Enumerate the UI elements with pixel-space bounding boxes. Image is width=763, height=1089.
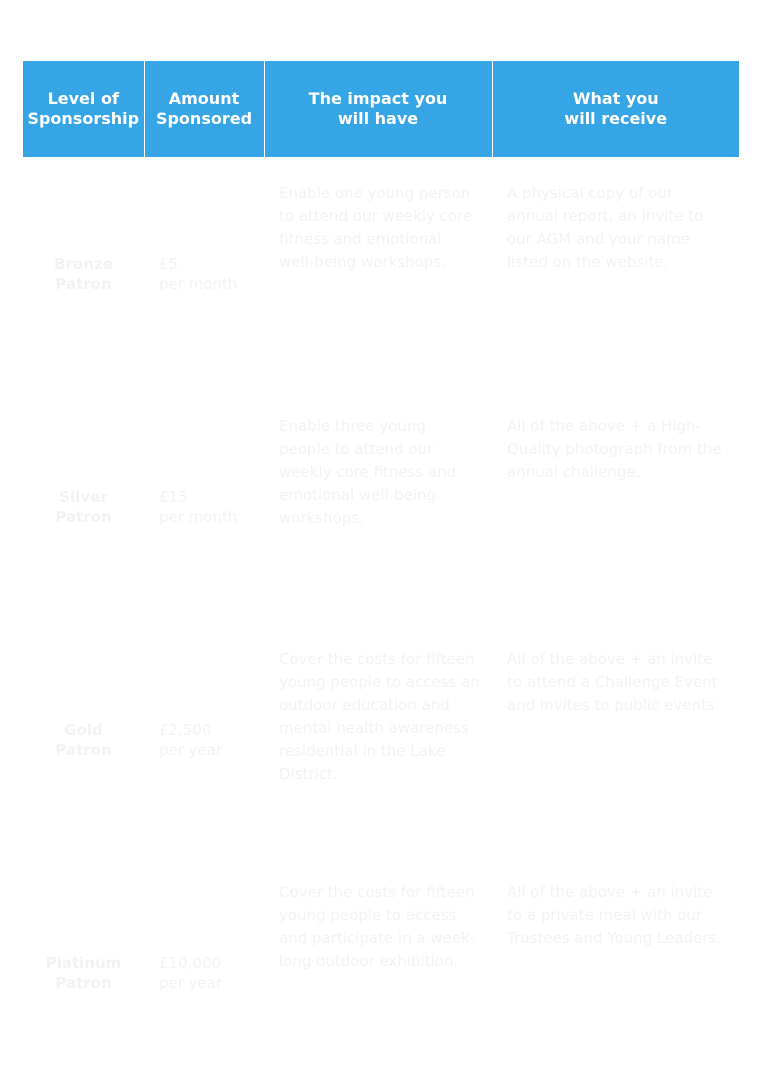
- amount-cell: £2,500 per year: [159, 720, 223, 759]
- table-body: [23, 157, 739, 1089]
- impact-cell: Enable one young person to attend our weekly core fitness and emotional well-being workshops.: [279, 184, 473, 271]
- sponsorship-table: [23, 61, 739, 1089]
- amount-cell: £5 per month: [159, 254, 238, 293]
- amount-cell: £15 per month: [159, 487, 238, 526]
- receive-cell: A physical copy of our annual report, an invite to our AGM and your name listed on the website.: [507, 184, 704, 271]
- table-row: [23, 856, 739, 1089]
- impact-cell: Enable three young people to attend our weekly core fitness and emotional well-being workshops.: [279, 417, 457, 527]
- header-impact: The impact you will have: [264, 61, 492, 157]
- receive-cell: All of the above + a High-Quality photograph from the annual challenge.: [507, 417, 722, 481]
- table-row: [23, 390, 739, 623]
- header-amount: Amount Sponsored: [144, 61, 264, 157]
- amount-cell: £10,000 per year: [159, 953, 223, 992]
- table-row: [23, 157, 739, 390]
- receive-cell: All of the above + an invite to a private meal with our Trustees and Young Leaders.: [507, 883, 722, 947]
- receive-cell: All of the above + an invite to attend a Challenge Event and invites to public events.: [507, 650, 720, 714]
- level-cell: Platinum Patron: [45, 953, 122, 992]
- impact-cell: Cover the costs for fifteen young people to access an outdoor education and mental health awareness residential in the Lake District.: [279, 650, 480, 783]
- level-cell: Gold Patron: [55, 720, 112, 759]
- header-row: [23, 61, 739, 157]
- impact-cell: Cover the costs for fifteen young people to access and participate in a week-long outdoor exhibition.: [279, 883, 476, 970]
- level-cell: Bronze Patron: [54, 254, 113, 293]
- table-header: [23, 61, 739, 157]
- table-row: [23, 623, 739, 856]
- level-cell: Silver Patron: [55, 487, 112, 526]
- header-receive: What you will receive: [492, 61, 739, 157]
- header-level: Level of Sponsorship: [23, 61, 144, 157]
